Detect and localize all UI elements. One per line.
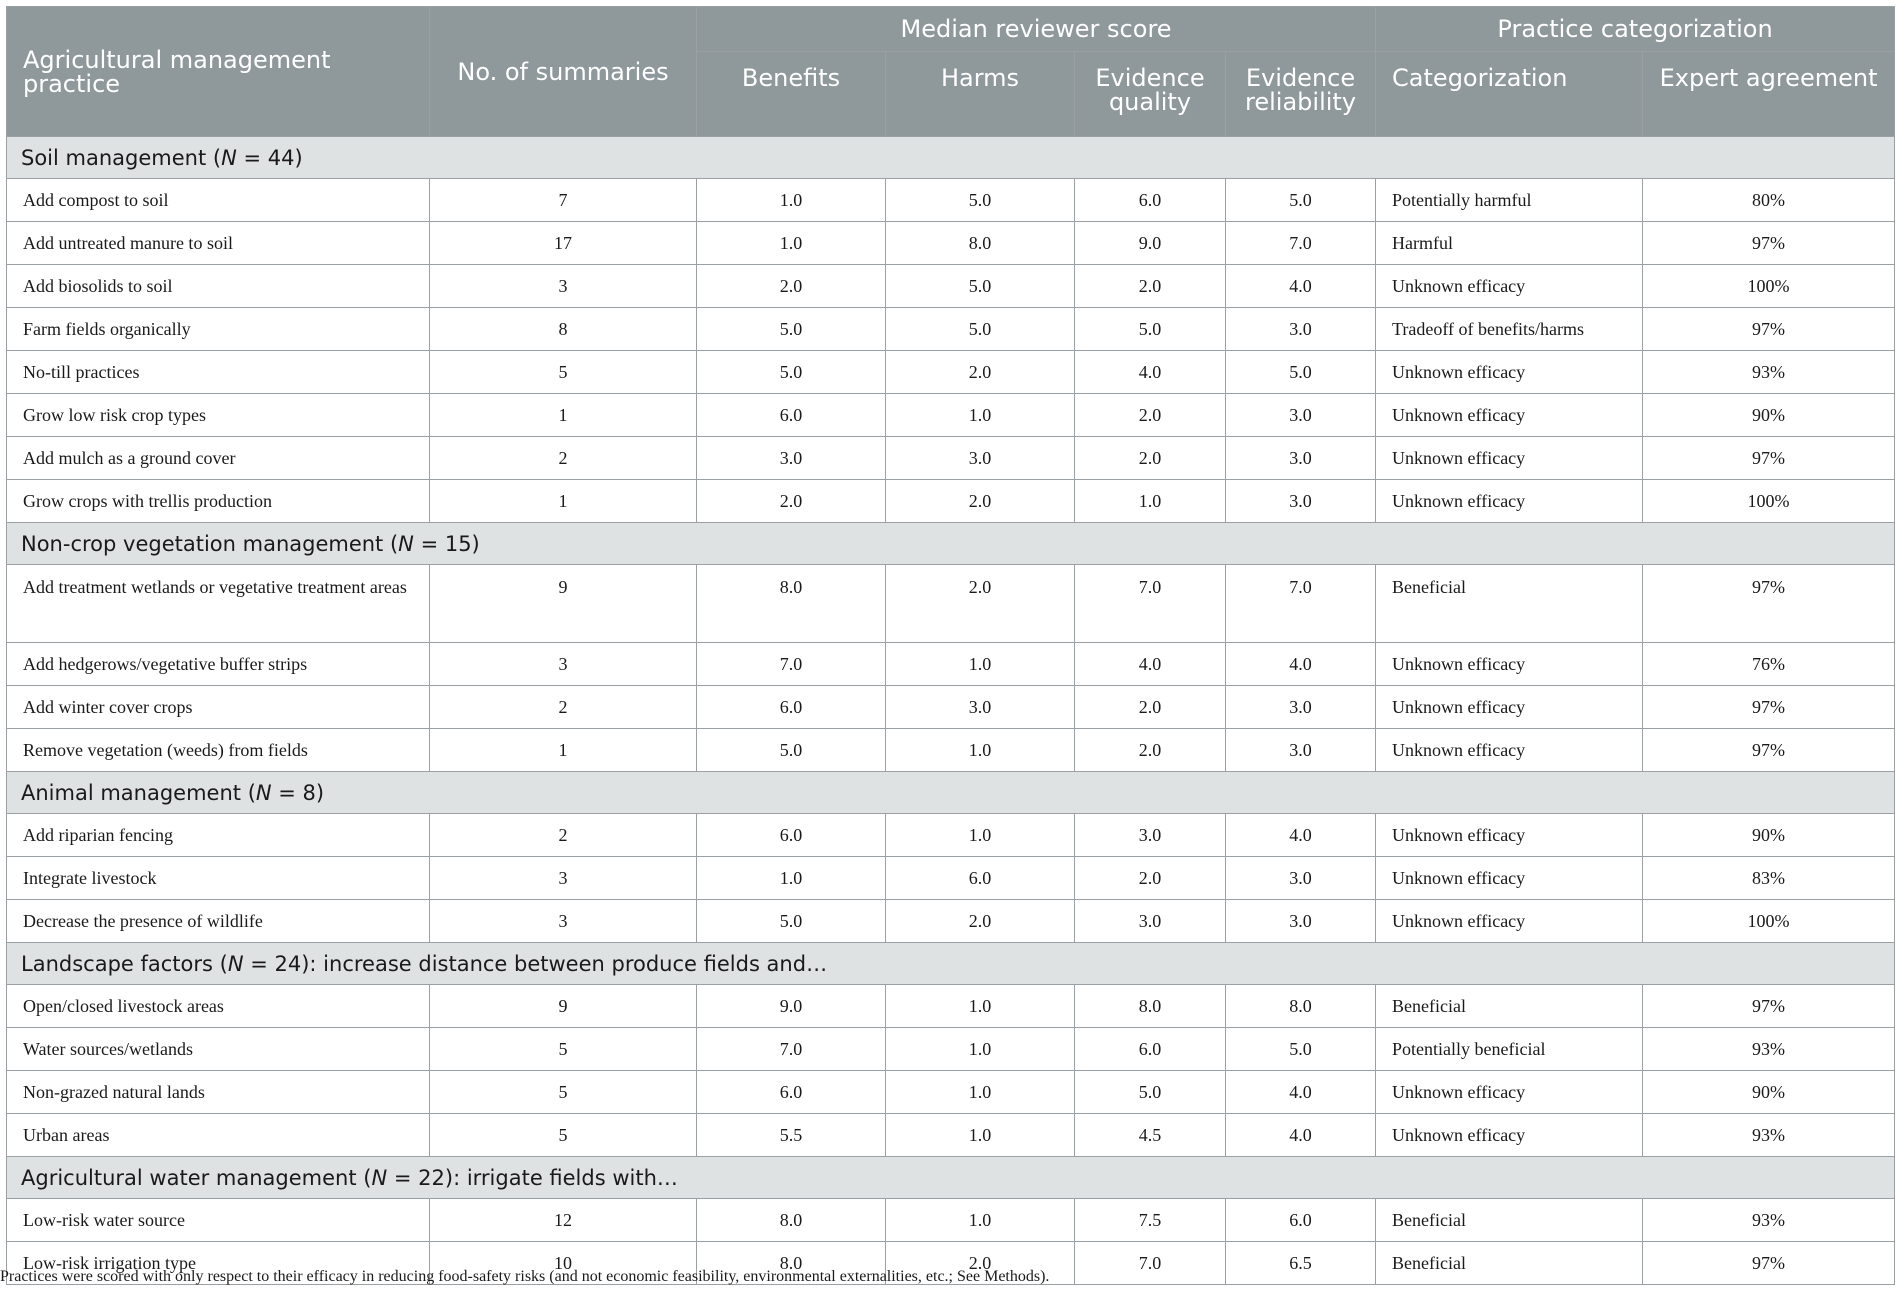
section-title-text: Soil management (: [21, 145, 222, 170]
practice-cell: Add biosolids to soil: [7, 265, 430, 308]
evidence-quality-cell: 3.0: [1075, 814, 1226, 857]
practice-cell: Add untreated manure to soil: [7, 222, 430, 265]
practice-cell: Low-risk water source: [7, 1199, 430, 1242]
evidence-quality-cell: 7.0: [1075, 1242, 1226, 1285]
section-n-label: N: [221, 145, 237, 170]
evidence-reliability-cell: 5.0: [1226, 351, 1376, 394]
evidence-quality-cell: 9.0: [1075, 222, 1226, 265]
header-benefits: Benefits: [697, 52, 886, 137]
categorization-cell: Unknown efficacy: [1376, 265, 1643, 308]
expert-agreement-cell: 93%: [1643, 351, 1895, 394]
benefits-cell: 1.0: [697, 222, 886, 265]
section-header-row: [7, 772, 1895, 814]
evidence-reliability-cell: 3.0: [1226, 308, 1376, 351]
categorization-cell: Potentially harmful: [1376, 179, 1643, 222]
practice-cell: Add treatment wetlands or vegetative treatment areas: [7, 565, 430, 643]
evidence-reliability-cell: 3.0: [1226, 394, 1376, 437]
harms-cell: 6.0: [886, 857, 1075, 900]
section-title: [7, 137, 1895, 179]
practice-cell: Water sources/wetlands: [7, 1028, 430, 1071]
header-harms: Harms: [886, 52, 1075, 137]
categorization-cell: Unknown efficacy: [1376, 900, 1643, 943]
practice-cell: Integrate livestock: [7, 857, 430, 900]
harms-cell: 5.0: [886, 179, 1075, 222]
evidence-quality-cell: 4.5: [1075, 1114, 1226, 1157]
evidence-quality-cell: 5.0: [1075, 1071, 1226, 1114]
table-row: [7, 437, 1895, 480]
section-title: [7, 1157, 1895, 1199]
practice-cell: Add winter cover crops: [7, 686, 430, 729]
evidence-reliability-cell: 4.0: [1226, 643, 1376, 686]
expert-agreement-cell: 90%: [1643, 1071, 1895, 1114]
evidence-reliability-cell: 3.0: [1226, 437, 1376, 480]
categorization-cell: Beneficial: [1376, 1199, 1643, 1242]
benefits-cell: 6.0: [697, 394, 886, 437]
evidence-reliability-cell: 3.0: [1226, 480, 1376, 523]
evidence-quality-cell: 1.0: [1075, 480, 1226, 523]
summaries-cell: 1: [430, 394, 697, 437]
evidence-quality-cell: 4.0: [1075, 643, 1226, 686]
benefits-cell: 2.0: [697, 265, 886, 308]
categorization-cell: Unknown efficacy: [1376, 1114, 1643, 1157]
table-row: [7, 394, 1895, 437]
table-row: [7, 729, 1895, 772]
harms-cell: 5.0: [886, 265, 1075, 308]
summaries-cell: 8: [430, 308, 697, 351]
expert-agreement-cell: 100%: [1643, 265, 1895, 308]
benefits-cell: 5.5: [697, 1114, 886, 1157]
harms-cell: 2.0: [886, 351, 1075, 394]
evidence-quality-cell: 2.0: [1075, 729, 1226, 772]
table-container: [6, 6, 1894, 1285]
benefits-cell: 7.0: [697, 1028, 886, 1071]
benefits-cell: 2.0: [697, 480, 886, 523]
harms-cell: 1.0: [886, 1114, 1075, 1157]
summaries-cell: 3: [430, 265, 697, 308]
harms-cell: 1.0: [886, 729, 1075, 772]
expert-agreement-cell: 93%: [1643, 1199, 1895, 1242]
section-n-value: = 24): [243, 951, 310, 976]
harms-cell: 2.0: [886, 565, 1075, 643]
header-row-groups: [7, 7, 1895, 52]
harms-cell: 5.0: [886, 308, 1075, 351]
categorization-cell: Beneficial: [1376, 565, 1643, 643]
categorization-cell: Tradeoff of benefits/harms: [1376, 308, 1643, 351]
summaries-cell: 12: [430, 1199, 697, 1242]
harms-cell: 1.0: [886, 1071, 1075, 1114]
evidence-reliability-cell: 3.0: [1226, 686, 1376, 729]
practice-cell: Open/closed livestock areas: [7, 985, 430, 1028]
table-row: [7, 308, 1895, 351]
harms-cell: 1.0: [886, 643, 1075, 686]
evidence-reliability-cell: 4.0: [1226, 814, 1376, 857]
section-header-row: [7, 523, 1895, 565]
practice-cell: Add mulch as a ground cover: [7, 437, 430, 480]
evidence-quality-cell: 2.0: [1075, 437, 1226, 480]
benefits-cell: 5.0: [697, 900, 886, 943]
harms-cell: 1.0: [886, 1199, 1075, 1242]
evidence-reliability-cell: 6.0: [1226, 1199, 1376, 1242]
section-n-value: = 8): [271, 780, 325, 805]
practice-cell: Grow low risk crop types: [7, 394, 430, 437]
categorization-cell: Unknown efficacy: [1376, 686, 1643, 729]
categorization-cell: Unknown efficacy: [1376, 729, 1643, 772]
expert-agreement-cell: 93%: [1643, 1028, 1895, 1071]
section-n-value: = 22): [387, 1165, 454, 1190]
expert-agreement-cell: 97%: [1643, 308, 1895, 351]
practice-cell: Non-grazed natural lands: [7, 1071, 430, 1114]
expert-agreement-cell: 97%: [1643, 985, 1895, 1028]
evidence-reliability-cell: 7.0: [1226, 222, 1376, 265]
table-row: [7, 480, 1895, 523]
table-body: [7, 137, 1895, 1285]
table-row: [7, 565, 1895, 643]
categorization-cell: Unknown efficacy: [1376, 643, 1643, 686]
evidence-quality-cell: 7.5: [1075, 1199, 1226, 1242]
evidence-reliability-cell: 7.0: [1226, 565, 1376, 643]
summaries-cell: 3: [430, 643, 697, 686]
summaries-cell: 2: [430, 814, 697, 857]
practice-cell: Grow crops with trellis production: [7, 480, 430, 523]
section-n-value: = 15): [413, 531, 480, 556]
summaries-cell: 1: [430, 729, 697, 772]
categorization-cell: Harmful: [1376, 222, 1643, 265]
summaries-cell: 3: [430, 900, 697, 943]
table-row: [7, 814, 1895, 857]
evidence-reliability-cell: 4.0: [1226, 1114, 1376, 1157]
harms-cell: 2.0: [886, 900, 1075, 943]
summaries-cell: 7: [430, 179, 697, 222]
practice-cell: Decrease the presence of wildlife: [7, 900, 430, 943]
header-categorization: Categorization: [1376, 52, 1643, 137]
section-header-row: [7, 137, 1895, 179]
benefits-cell: 8.0: [697, 1242, 886, 1285]
section-header-row: [7, 943, 1895, 985]
summaries-cell: 9: [430, 565, 697, 643]
expert-agreement-cell: 80%: [1643, 179, 1895, 222]
expert-agreement-cell: 100%: [1643, 480, 1895, 523]
evidence-quality-cell: 6.0: [1075, 179, 1226, 222]
evidence-quality-cell: 2.0: [1075, 857, 1226, 900]
summaries-cell: 10: [430, 1242, 697, 1285]
harms-cell: 2.0: [886, 1242, 1075, 1285]
table-row: [7, 1028, 1895, 1071]
section-n-label: N: [371, 1165, 388, 1190]
benefits-cell: 3.0: [697, 437, 886, 480]
section-title: [7, 943, 1895, 985]
section-n-label: N: [255, 780, 272, 805]
evidence-reliability-cell: 4.0: [1226, 265, 1376, 308]
categorization-cell: Unknown efficacy: [1376, 857, 1643, 900]
section-title: [7, 772, 1895, 814]
categorization-cell: Beneficial: [1376, 985, 1643, 1028]
header-practice: Agricultural management practice: [7, 7, 430, 137]
section-suffix: : irrigate fields with…: [453, 1165, 678, 1190]
benefits-cell: 8.0: [697, 1199, 886, 1242]
table-row: [7, 351, 1895, 394]
categorization-cell: Unknown efficacy: [1376, 437, 1643, 480]
table-row: [7, 857, 1895, 900]
practice-cell: Add hedgerows/vegetative buffer strips: [7, 643, 430, 686]
evidence-quality-cell: 2.0: [1075, 265, 1226, 308]
harms-cell: 3.0: [886, 686, 1075, 729]
summaries-cell: 17: [430, 222, 697, 265]
table-footnote: Practices were scored with only respect to their efficacy in reducing food-safety risks (and not economic feasibility, environmental externalities, etc.; See Methods).: [0, 1268, 1050, 1285]
table-row: [7, 1071, 1895, 1114]
benefits-cell: 5.0: [697, 351, 886, 394]
evidence-reliability-cell: 3.0: [1226, 900, 1376, 943]
summaries-cell: 1: [430, 480, 697, 523]
table-row: [7, 265, 1895, 308]
categorization-cell: Unknown efficacy: [1376, 1071, 1643, 1114]
expert-agreement-cell: 97%: [1643, 437, 1895, 480]
expert-agreement-cell: 93%: [1643, 1114, 1895, 1157]
categorization-cell: Beneficial: [1376, 1242, 1643, 1285]
harms-cell: 3.0: [886, 437, 1075, 480]
evidence-reliability-cell: 8.0: [1226, 985, 1376, 1028]
evidence-quality-cell: 2.0: [1075, 394, 1226, 437]
harms-cell: 1.0: [886, 985, 1075, 1028]
section-n-label: N: [398, 531, 414, 556]
evidence-quality-cell: 8.0: [1075, 985, 1226, 1028]
categorization-cell: Unknown efficacy: [1376, 394, 1643, 437]
summaries-cell: 2: [430, 686, 697, 729]
benefits-cell: 7.0: [697, 643, 886, 686]
evidence-reliability-cell: 3.0: [1226, 857, 1376, 900]
evidence-quality-cell: 3.0: [1075, 900, 1226, 943]
section-n-label: N: [227, 951, 244, 976]
benefits-cell: 5.0: [697, 308, 886, 351]
harms-cell: 2.0: [886, 480, 1075, 523]
evidence-quality-cell: 5.0: [1075, 308, 1226, 351]
expert-agreement-cell: 76%: [1643, 643, 1895, 686]
practice-cell: Urban areas: [7, 1114, 430, 1157]
table-row: [7, 900, 1895, 943]
expert-agreement-cell: 97%: [1643, 686, 1895, 729]
header-expert-agreement: Expert agreement: [1643, 52, 1895, 137]
expert-agreement-cell: 83%: [1643, 857, 1895, 900]
harms-cell: 1.0: [886, 394, 1075, 437]
categorization-cell: Unknown efficacy: [1376, 351, 1643, 394]
evidence-reliability-cell: 4.0: [1226, 1071, 1376, 1114]
section-suffix: : increase distance between produce fields and…: [309, 951, 828, 976]
benefits-cell: 8.0: [697, 565, 886, 643]
evidence-reliability-cell: 3.0: [1226, 729, 1376, 772]
summaries-cell: 5: [430, 1028, 697, 1071]
practice-cell: Remove vegetation (weeds) from fields: [7, 729, 430, 772]
benefits-cell: 1.0: [697, 179, 886, 222]
summaries-cell: 2: [430, 437, 697, 480]
expert-agreement-cell: 97%: [1643, 729, 1895, 772]
summaries-cell: 5: [430, 351, 697, 394]
summaries-cell: 9: [430, 985, 697, 1028]
section-title-text: Non-crop vegetation management (: [21, 531, 399, 556]
categorization-cell: Unknown efficacy: [1376, 480, 1643, 523]
practice-cell: Add riparian fencing: [7, 814, 430, 857]
evidence-reliability-cell: 5.0: [1226, 1028, 1376, 1071]
evidence-quality-cell: 4.0: [1075, 351, 1226, 394]
practice-cell: Farm fields organically: [7, 308, 430, 351]
expert-agreement-cell: 100%: [1643, 900, 1895, 943]
evidence-quality-cell: 2.0: [1075, 686, 1226, 729]
harms-cell: 1.0: [886, 814, 1075, 857]
practice-scores-table: [6, 6, 1895, 1285]
evidence-reliability-cell: 6.5: [1226, 1242, 1376, 1285]
expert-agreement-cell: 97%: [1643, 565, 1895, 643]
expert-agreement-cell: 90%: [1643, 394, 1895, 437]
header-summaries: No. of summaries: [430, 7, 697, 137]
table-row: [7, 686, 1895, 729]
table-row: [7, 985, 1895, 1028]
section-title: [7, 523, 1895, 565]
summaries-cell: 3: [430, 857, 697, 900]
benefits-cell: 6.0: [697, 814, 886, 857]
benefits-cell: 6.0: [697, 1071, 886, 1114]
expert-agreement-cell: 97%: [1643, 222, 1895, 265]
section-title-text: Landscape factors (: [21, 951, 228, 976]
header-evidence-reliability: Evidence reliability: [1226, 52, 1376, 137]
section-n-value: = 44): [236, 145, 303, 170]
expert-agreement-cell: 90%: [1643, 814, 1895, 857]
header-evidence-quality: Evidence quality: [1075, 52, 1226, 137]
table-row: [7, 179, 1895, 222]
evidence-reliability-cell: 5.0: [1226, 179, 1376, 222]
evidence-quality-cell: 6.0: [1075, 1028, 1226, 1071]
benefits-cell: 1.0: [697, 857, 886, 900]
benefits-cell: 9.0: [697, 985, 886, 1028]
table-row: [7, 1199, 1895, 1242]
practice-cell: Low-risk irrigation type: [7, 1242, 430, 1285]
harms-cell: 8.0: [886, 222, 1075, 265]
benefits-cell: 5.0: [697, 729, 886, 772]
table-row: [7, 1114, 1895, 1157]
categorization-cell: Unknown efficacy: [1376, 814, 1643, 857]
categorization-cell: Potentially beneficial: [1376, 1028, 1643, 1071]
table-row: [7, 222, 1895, 265]
benefits-cell: 6.0: [697, 686, 886, 729]
summaries-cell: 5: [430, 1071, 697, 1114]
expert-agreement-cell: 97%: [1643, 1242, 1895, 1285]
section-header-row: [7, 1157, 1895, 1199]
section-title-text: Agricultural water management (: [21, 1165, 372, 1190]
section-title-text: Animal management (: [21, 780, 256, 805]
header-categorization-group: Practice categorization: [1376, 7, 1895, 52]
evidence-quality-cell: 7.0: [1075, 565, 1226, 643]
summaries-cell: 5: [430, 1114, 697, 1157]
practice-cell: Add compost to soil: [7, 179, 430, 222]
table-row: [7, 643, 1895, 686]
practice-cell: No-till practices: [7, 351, 430, 394]
harms-cell: 1.0: [886, 1028, 1075, 1071]
header-median-group: Median reviewer score: [697, 7, 1376, 52]
